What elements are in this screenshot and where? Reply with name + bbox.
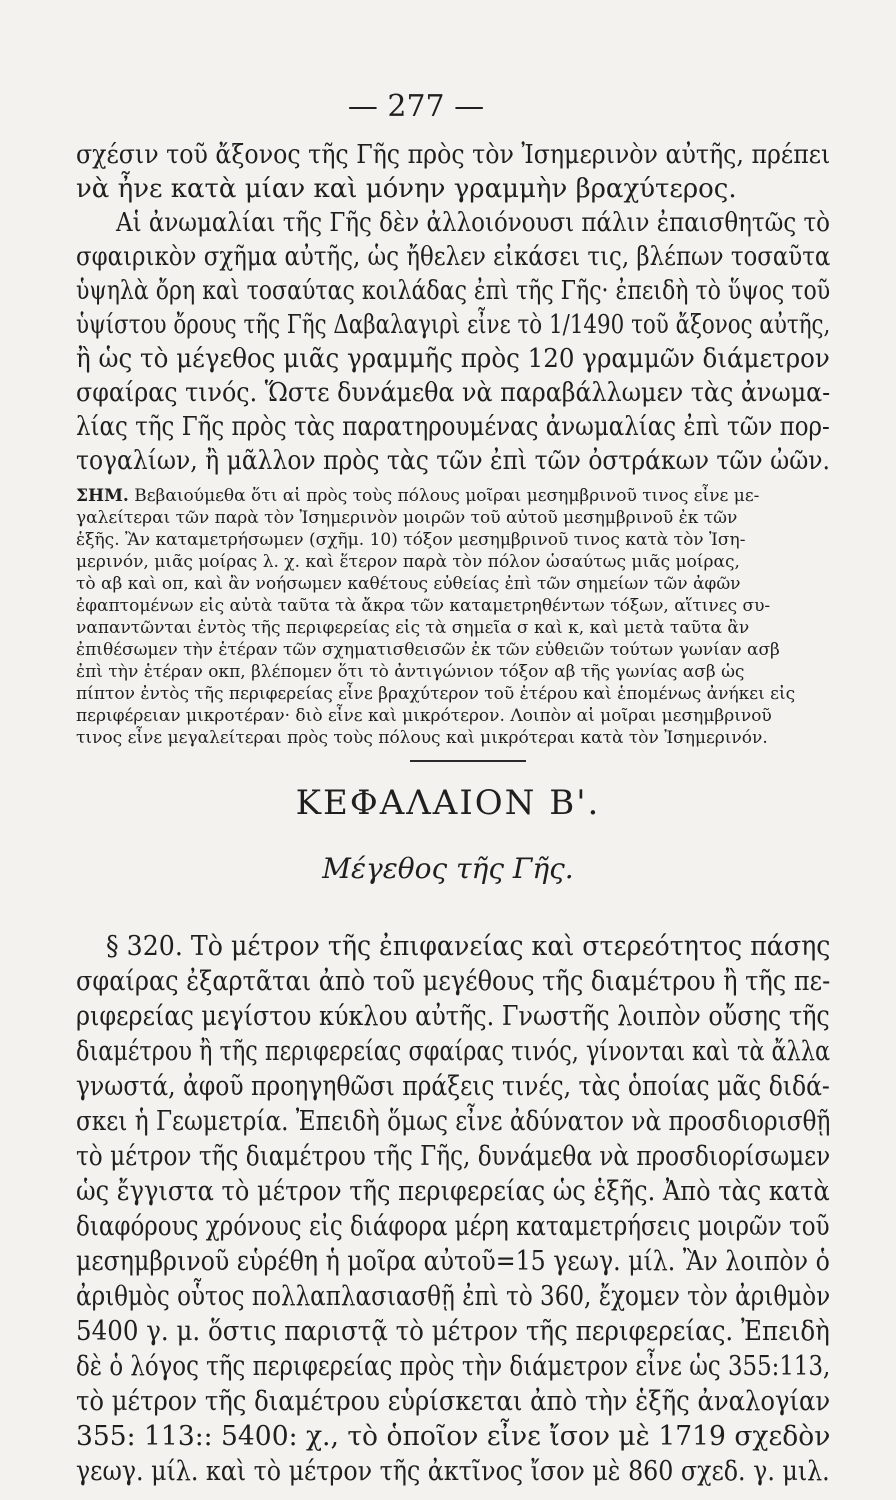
note-line: τινος εἶνε μεγαλείτεραι πρὸς τοὺς πόλους καὶ μικρότεραι κατὰ τὸν Ἰσημερινόν. bbox=[76, 728, 768, 748]
note-line: ἐφαπτομένων εἰς αὐτὰ ταῦτα τὰ ἄκρα τῶν καταμετρηθέντων τόξων, αἵτινες συ- bbox=[76, 596, 771, 616]
note-line: πίπτον ἐντὸς τῆς περιφερείας εἶνε βραχύτερον τοῦ ἑτέρου καὶ ἑπομένως ἀνήκει εἰς bbox=[76, 684, 796, 704]
note-line: ἐπὶ τὴν ἑτέραν οκπ, βλέπομεν ὅτι τὸ ἀντιγώνιον τόξον αβ τῆς γωνίας ασβ ὡς bbox=[76, 662, 745, 682]
note-line: περιφέρειαν μικροτέραν· διὸ εἶνε καὶ μικρότερον. Λοιπὸν αἱ μοῖραι μεσημβρινοῦ bbox=[76, 706, 772, 726]
note-line: μερινόν, μιᾶς μοίρας λ. χ. καὶ ἕτερον παρὰ τὸν πόλον ὡσαύτως μιᾶς μοίρας, bbox=[76, 552, 740, 572]
body-text-line: λίας τῆς Γῆς πρὸς τὰς παρατηρουμένας ἀνωμαλίας ἐπὶ τῶν πορ- bbox=[76, 412, 830, 442]
note-line bbox=[76, 486, 759, 507]
body-text-line: Αἱ ἀνωμαλίαι τῆς Γῆς δὲν ἀλλοιόνουσι πάλιν ἐπαισθητῶς τὸ bbox=[116, 208, 830, 238]
body-text-line: ἢ ὡς τὸ μέγεθος μιᾶς γραμμῆς πρὸς 120 γραμμῶν διάμετρον bbox=[76, 344, 830, 374]
note-label: ΣΗΜ. bbox=[76, 486, 129, 506]
section-text-line: σφαίρας ἐξαρτᾶται ἀπὸ τοῦ μεγέθους τῆς διαμέτρου ἢ τῆς πε- bbox=[76, 966, 831, 997]
section-text-line: τὸ μέτρον τῆς διαμέτρου τῆς Γῆς, δυνάμεθα νὰ προσδιορίσωμεν bbox=[76, 1141, 831, 1172]
section-divider bbox=[410, 760, 526, 762]
note-line: γαλείτεραι τῶν παρὰ τὸν Ἰσημερινὸν μοιρῶν τοῦ αὐτοῦ μεσημβρινοῦ ἐκ τῶν bbox=[76, 508, 738, 528]
note-line: ἑξῆς. Ἂν καταμετρήσωμεν (σχῆμ. 10) τόξον μεσημβρινοῦ τινος κατὰ τὸν Ἰση- bbox=[76, 530, 746, 550]
section-text-line: μεσημβρινοῦ εὑρέθη ἡ μοῖρα αὐτοῦ=15 γεωγ. μίλ. Ἂν λοιπὸν ὁ bbox=[76, 1246, 830, 1277]
body-text-line: ὑψηλὰ ὄρη καὶ τοσαύτας κοιλάδας ἐπὶ τῆς Γῆς· ἐπειδὴ τὸ ὕψος τοῦ bbox=[76, 276, 831, 306]
section-text-line: γνωστά, ἀφοῦ προηγηθῶσι πράξεις τινές, τὰς ὁποίας μᾶς διδά- bbox=[76, 1071, 830, 1102]
section-text-line: § 320. Τὸ μέτρον τῆς ἐπιφανείας καὶ στερεότητος πάσης bbox=[106, 931, 831, 962]
body-text-line: σχέσιν τοῦ ἄξονος τῆς Γῆς πρὸς τὸν Ἰσημερινὸν αὐτῆς, πρέπει bbox=[76, 140, 831, 170]
section-text-line: 5400 γ. μ. ὅστις παριστᾷ τὸ μέτρον τῆς περιφερείας. Ἐπειδὴ bbox=[76, 1316, 830, 1347]
section-text-line: σκει ἡ Γεωμετρία. Ἐπειδὴ ὅμως εἶνε ἀδύνατον νὰ προσδιορισθῇ bbox=[76, 1106, 831, 1137]
section-text-line: γεωγ. μίλ. καὶ τὸ μέτρον τῆς ἀκτῖνος ἴσον μὲ 860 σχεδ. γ. μιλ. bbox=[76, 1456, 830, 1487]
body-text-line: σφαιρικὸν σχῆμα αὐτῆς, ὡς ἤθελεν εἰκάσει τις, βλέπων τοσαῦτα bbox=[76, 242, 831, 272]
section-text-line: ἀριθμὸς οὗτος πολλαπλασιασθῇ ἐπὶ τὸ 360, ἔχομεν τὸν ἀριθμὸν bbox=[76, 1281, 831, 1312]
body-text-line: τογαλίων, ἢ μᾶλλον πρὸς τὰς τῶν ἐπὶ τῶν ὀστράκων τῶν ὠῶν. bbox=[76, 446, 830, 476]
body-text-line: σφαίρας τινός. Ὥστε δυνάμεθα νὰ παραβάλλωμεν τὰς ἀνωμα- bbox=[76, 378, 831, 408]
page-number: — 277 — bbox=[347, 89, 485, 124]
chapter-title: ΚΕΦΑΛΑΙΟΝ Β'. bbox=[295, 783, 601, 823]
section-text-line: ριφερείας μεγίστου κύκλου αὐτῆς. Γνωστῆς λοιπὸν οὔσης τῆς bbox=[76, 1001, 830, 1032]
section-text-line: 355: 113:: 5400: χ., τὸ ὁποῖον εἶνε ἴσον μὲ 1719 σχεδὸν bbox=[76, 1421, 831, 1452]
note-line: ναπαντῶνται ἐντὸς τῆς περιφερείας εἰς τὰ σημεῖα σ καὶ κ, καὶ μετὰ ταῦτα ἂν bbox=[76, 618, 750, 638]
note-line: ἐπιθέσωμεν τὴν ἑτέραν τῶν σχηματισθεισῶν ἐκ τῶν εὐθειῶν τούτων γωνίαν ασβ bbox=[76, 640, 780, 660]
section-text-line: ὡς ἔγγιστα τὸ μέτρον τῆς περιφερείας ὡς ἑξῆς. Ἀπὸ τὰς κατὰ bbox=[76, 1176, 830, 1207]
note-line: τὸ αβ καὶ οπ, καὶ ἂν νοήσωμεν καθέτους εὐθείας ἐπὶ τῶν σημείων τῶν ἀφῶν bbox=[76, 574, 741, 594]
section-text-line: διαμέτρου ἢ τῆς περιφερείας σφαίρας τινός, γίνονται καὶ τὰ ἄλλα bbox=[76, 1036, 831, 1067]
body-text-line: νὰ ἦνε κατὰ μίαν καὶ μόνην γραμμὴν βραχύτερος. bbox=[76, 174, 737, 204]
chapter-subtitle: Μέγεθος τῆς Γῆς. bbox=[322, 852, 574, 885]
note-text: Βεβαιούμεθα ὅτι αἱ πρὸς τοὺς πόλους μοῖραι μεσημβρινοῦ τινος εἶνε με- bbox=[128, 486, 760, 506]
body-text-line: ὑψίστου ὄρους τῆς Γῆς Δαβαλαγιρὶ εἶνε τὸ 1/1490 τοῦ ἄξονος αὐτῆς, bbox=[76, 310, 831, 340]
section-text-line: διαφόρους χρόνους εἰς διάφορα μέρη καταμετρήσεις μοιρῶν τοῦ bbox=[76, 1211, 830, 1242]
section-text-line: δὲ ὁ λόγος τῆς περιφερείας πρὸς τὴν διάμετρον εἶνε ὡς 355:113, bbox=[76, 1351, 831, 1382]
section-text-line: τὸ μέτρον τῆς διαμέτρου εὑρίσκεται ἀπὸ τὴν ἑξῆς ἀναλογίαν bbox=[76, 1386, 831, 1417]
